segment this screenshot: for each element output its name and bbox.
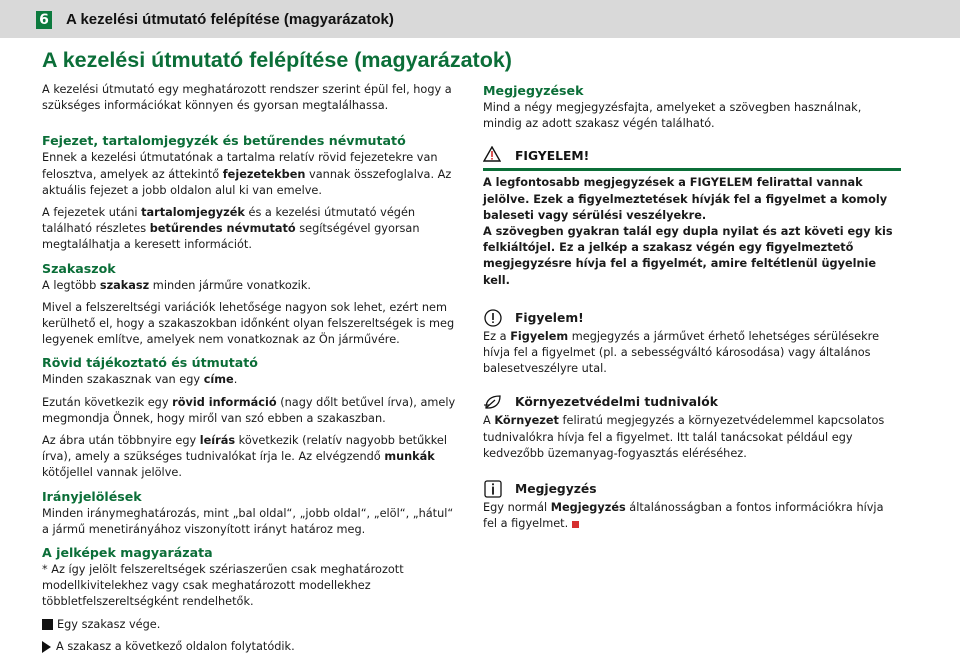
paragraph: Ennek a kezelési útmutatónak a tartalma relatív rövid fejezetekre van felosztva, amelyek az áttekintő fejezetekben vannak összefoglalva. Az aktuális fejezet a jobb oldalon alul ki van emelve.	[42, 151, 452, 197]
paragraph: Ez a Figyelem megjegyzés a járművet érhető lehetséges sérülésekre hívja fel a figyelmet (pl. a sebességváltó károsodása) vagy általános balesetveszélyre utal.	[483, 329, 880, 376]
intro-text: A kezelési útmutató egy meghatározott rendszer szerint épül fel, hogy a szükséges információkat könnyen és gyorsan megtalálhassa.	[42, 83, 452, 113]
environment-heading: Környezetvédelmi tudnivalók	[483, 391, 901, 413]
note-heading: Megjegyzés	[483, 478, 901, 500]
paragraph: A fejezetek utáni tartalomjegyzék és a kezelési útmutató végén található részletes betűrendes névmutató segítségével gyorsan megtalálhatja a keresett információt.	[42, 206, 420, 252]
warning-text: A szövegben gyakran talál egy dupla nyilat és azt követi egy kis felkiáltójel. Ez a jelkép a szakasz végén egy figyelmeztető megjegyzésre hívja fel a figyelmét, amire feltétlenül ügyelnie kell.	[483, 225, 893, 287]
paragraph: A legtöbb szakasz minden járműre vonatkozik.	[42, 278, 311, 292]
warning-text: A legfontosabb megjegyzések a FIGYELEM felirattal vannak jelölve. Ezek a figyelmeztetések hívják fel a figyelmet a komoly baleseti vagy sérülési veszélyekre.	[483, 176, 888, 222]
end-of-section-legend: Egy szakasz vége.	[42, 617, 462, 633]
warning-divider	[483, 168, 901, 171]
environment-leaf-icon	[483, 393, 503, 411]
left-column	[42, 82, 462, 655]
paragraph: * Az így jelölt felszereltségek szériaszerűen csak meghatározott modellkivitelekhez vagy csak meghatározott modellekhez többletfelszereltségként rendelhetők.	[42, 563, 404, 609]
right-column	[483, 82, 901, 532]
section-heading-megjegyzesek: Megjegyzések	[483, 83, 584, 98]
continue-arrow-icon	[42, 641, 51, 653]
section-heading-fejezet: Fejezet, tartalomjegyzék és betűrendes névmutató	[42, 133, 406, 149]
header-title: A kezelési útmutató felépítése (magyarázatok)	[66, 11, 394, 28]
page-title: A kezelési útmutató felépítése (magyarázatok)	[42, 48, 512, 72]
page-header	[0, 0, 960, 38]
warning-triangle-icon	[483, 146, 503, 166]
paragraph: Az ábra után többnyire egy leírás következik (relatív nagyobb betűkkel írva), amely a szükséges tudnivalókat írja le. Az elvégzendő munkák kötőjellel vannak jelölve.	[42, 434, 448, 480]
section-heading-irany: Irányjelölések	[42, 488, 142, 504]
exclamation-circle-icon	[483, 309, 503, 327]
warning-box	[483, 146, 901, 288]
info-icon	[483, 480, 503, 498]
paragraph: Egy normál Megjegyzés általánosságban a fontos információkra hívja fel a figyelmet.	[483, 501, 884, 531]
end-marker-icon	[572, 521, 579, 528]
paragraph: Mivel a felszereltségi variációk lehetősége nagyon sok lehet, ezért nem kerülhető el, hogy a szakaszokban időnként olyan felszereltségek is meg legyenek említve, amelyek nem vonatkoznak az Ön járművére.	[42, 300, 455, 347]
warning-title: FIGYELEM!	[515, 149, 590, 164]
paragraph: A Környezet feliratú megjegyzés a környezetvédelemmel kapcsolatos tudnivalókra hívja fel a figyelmet. Itt talál tanácsokat például egy kedvezőbb üzemanyag-fogyasztás eléréséhez.	[483, 414, 885, 460]
paragraph: Mind a négy megjegyzésfajta, amelyeket a szövegben használnak, mindig az adott szakasz végén található.	[483, 101, 862, 131]
section-heading-rovid: Rövid tájékoztató és útmutató	[42, 355, 258, 371]
caution-heading: Figyelem!	[483, 307, 901, 329]
section-heading-jelkepek: A jelképek magyarázata	[42, 545, 213, 561]
paragraph: Minden iránymeghatározás, mint „bal oldal“, „jobb oldal“, „elöl“, „hátul“ a jármű menetirányához viszonyított irányt határoz meg.	[42, 506, 454, 536]
continues-legend: A szakasz a következő oldalon folytatódik.	[42, 639, 462, 655]
paragraph: Minden szakasznak van egy címe.	[42, 373, 238, 387]
page-number: 6	[36, 11, 52, 29]
section-heading-szakaszok: Szakaszok	[42, 260, 116, 276]
end-square-icon	[42, 619, 53, 630]
paragraph: Ezután következik egy rövid információ (nagy dőlt betűvel írva), amely megmondja Önnek, hogy miről van szó ebben a szakaszban.	[42, 395, 456, 425]
